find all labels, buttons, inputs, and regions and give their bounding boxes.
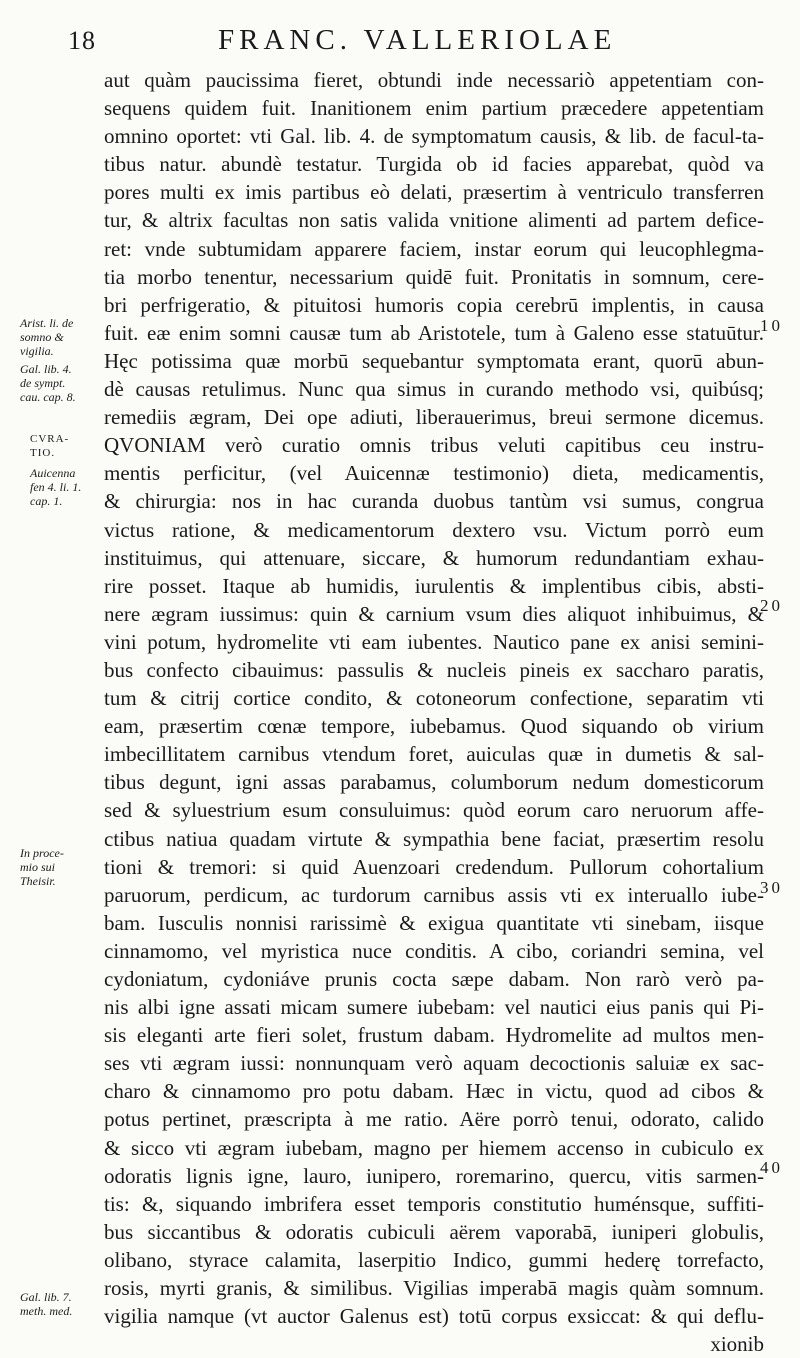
text-line: sequens quidem fuit. Inanitionem enim partium præcedere appetentiam (104, 96, 764, 121)
text-line: sed & syluestrium esum consuluimus: quòd eorum caro neruorum affe- (104, 798, 764, 823)
text-line: sis eleganti arte fieri solet, frustum dabam. Hydromelite ad multos men- (104, 1023, 764, 1048)
line-number: 30 (760, 878, 783, 897)
running-head: FRANC. VALLERIOLAE (218, 24, 617, 56)
text-line: Hęc potissima quæ morbū sequebantur symptomata erant, quorū abun- (104, 348, 764, 373)
margin-note-line: Theisir. (20, 874, 56, 888)
line-number: 10 (760, 316, 783, 335)
text-line: bri perfrigeratio, & pituitosi humoris copia cerebrū implentis, in causa (104, 292, 764, 317)
text-line: tur, & altrix facultas non satis valida vnitione alimenti ad partem defice- (104, 208, 764, 233)
margin-note-line: CVRA- (30, 433, 70, 445)
text-line: tioni & tremori: si quid Auenzoari credendum. Pullorum cohortalium (104, 854, 764, 879)
text-line: remediis ægram, Dei ope adiuti, liberauerimus, breui sermone dicemus. (104, 405, 764, 430)
margin-note-line: TIO. (30, 447, 56, 459)
margin-note-line: vigilia. (20, 344, 54, 358)
text-line: aut quàm paucissima fieret, obtundi inde necessariò appetentiam con- (104, 68, 764, 92)
text-line: & chirurgia: nos in hac curanda duobus tantùm vsi sumus, congrua (104, 489, 764, 514)
text-line: bus confecto cibauimus: passulis & nucleis pineis ex saccharo paratis, (104, 657, 764, 682)
margin-note-line: In proce- (20, 846, 64, 860)
text-line: instituimus, qui attenuare, siccare, & humorum redundantiam exhau- (104, 545, 764, 570)
text-line: ses vti ægram iussi: nonnunquam verò aquam decoctionis saluiæ ex sac- (104, 1051, 764, 1076)
line-number: 20 (760, 596, 783, 615)
text-line: eam, præsertim cœnæ tempore, iubebamus. Quod siquando ob virium (104, 714, 764, 739)
text-line: rire posset. Itaque ab humidis, iurulentis & implentibus cibis, absti- (104, 573, 764, 598)
margin-note-line: fen 4. li. 1. (30, 480, 82, 494)
text-line: omnino oportet: vti Gal. lib. 4. de symptomatum causis, & lib. de facul-ta- (104, 124, 764, 149)
text-line: charo & cinnamomo pro potu dabam. Hæc in victu, quod ad cibos & (104, 1079, 764, 1104)
margin-note-galen-methodo (20, 1290, 102, 1318)
text-line: ctibus natiua quadam virtute & sympathia bene faciat, præsertim resolu (104, 826, 764, 851)
text-line: tia morbo tenentur, necessarium quidē fuit. Pronitatis in somnum, cere- (104, 264, 764, 289)
text-line: bam. Iusculis nonnisi rarissimè & exigua quantitate vti sinebam, iisque (104, 910, 764, 935)
margin-note-line: meth. med. (20, 1304, 73, 1318)
text-line: rosis, myrti granis, & similibus. Vigilias imperabā magis quàm somnum. (104, 1276, 764, 1301)
text-line: bus siccantibus & odoratis cubiculi aërem vaporabā, iuniperi globulis, (104, 1219, 764, 1244)
main-text-block (104, 66, 764, 1358)
margin-note-in-procemio (20, 846, 102, 888)
page-header (0, 22, 800, 62)
text-line: & sicco vti ægram iubebam, magno per hiemem accenso in cubiculo ex (104, 1135, 764, 1160)
page-number: 18 (68, 26, 96, 55)
text-line: tis: &, siquando imbrifera esset temporis constitutio huménsque, suffiti- (104, 1191, 764, 1216)
text-line: tibus degunt, igni assas parabamus, columborum nedum domesticorum (104, 770, 764, 795)
text-line: odoratis lignis igne, lauro, iunipero, roremarino, quercu, vitis sarmen- (104, 1163, 764, 1188)
margin-note-galen-symptoms (20, 362, 102, 404)
text-line: vini potum, hydromelite vti eam iubentes. Nautico pane ex anisi semini- (104, 629, 764, 654)
text-line: vigilia namque (vt auctor Galenus est) totū corpus exsiccat: & qui deflu- (104, 1304, 764, 1329)
line-number: 40 (760, 1158, 783, 1177)
text-line: cydoniatum, cydoniáve prunis cocta sæpe dabam. Non rarò verò pa- (104, 967, 764, 991)
text-line: olibano, styrace calamita, laserpitio Indico, gummi hederę torrefacto, (104, 1247, 764, 1272)
text-line: dè causas retulimus. Nunc qua simus in curando methodo vsi, quibúsq; (104, 377, 764, 402)
margin-note-curatio (30, 432, 112, 460)
margin-note-line: cau. cap. 8. (20, 390, 76, 404)
text-line: ret: vnde subtumidam apparere faciem, instar eorum qui leucophlegma- (104, 236, 764, 261)
text-line: potus pertinet, præscripta à me ratio. Aëre porrò tenui, odorato, calido (104, 1107, 764, 1132)
margin-note-line: somno & (20, 330, 64, 344)
text-line: pores multi ex imis partibus eò delati, præsertim à ventriculo transferren (104, 180, 764, 205)
text-line: QVONIAM verò curatio omnis tribus veluti capitibus ceu instru- (104, 433, 764, 458)
text-line: cinnamomo, vel myristica nuce conditis. A cibo, coriandri semina, vel (104, 938, 764, 963)
text-line: nere ægram iussimus: quin & carnium vsum dies aliquot inhibuimus, & (104, 601, 764, 626)
text-line: paruorum, perdicum, ac turdorum carnibus assis vti ex interuallo iube- (104, 882, 764, 907)
text-line: fuit. eæ enim somni causæ tum ab Aristotele, tum à Galeno esse statuūtur. (104, 320, 764, 345)
margin-note-line: Gal. lib. 7. (20, 1290, 72, 1304)
text-line: mentis perficitur, (vel Auicennæ testimonio) dieta, medicamentis, (104, 461, 764, 486)
margin-note-aristotle (20, 316, 102, 358)
margin-note-line: cap. 1. (30, 494, 63, 508)
text-line: nis albi igne assati micam sumere iubebam: vel nautici eius panis qui Pi- (104, 995, 764, 1020)
text-line: imbecillitatem carnibus vtendum foret, auiculas quæ in dumetis & sal- (104, 742, 764, 767)
margin-note-line: Gal. lib. 4. (20, 362, 72, 376)
text-line: tibus natur. abundè testatur. Turgida ob id facies apparebat, quòd va (104, 152, 764, 177)
text-line: xionib (710, 1332, 764, 1357)
margin-note-line: Auicenna (30, 466, 76, 480)
text-line: tum & citrij cortice condito, & cotoneorum confectione, separatim vti (104, 686, 764, 711)
margin-note-line: de sympt. (20, 376, 66, 390)
margin-note-avicenna (30, 466, 112, 508)
text-line: victus ratione, & medicamentorum dextero vsu. Victum porrò eum (104, 517, 764, 542)
margin-note-line: Arist. li. de (20, 316, 74, 330)
margin-note-line: mio sui (20, 860, 56, 874)
